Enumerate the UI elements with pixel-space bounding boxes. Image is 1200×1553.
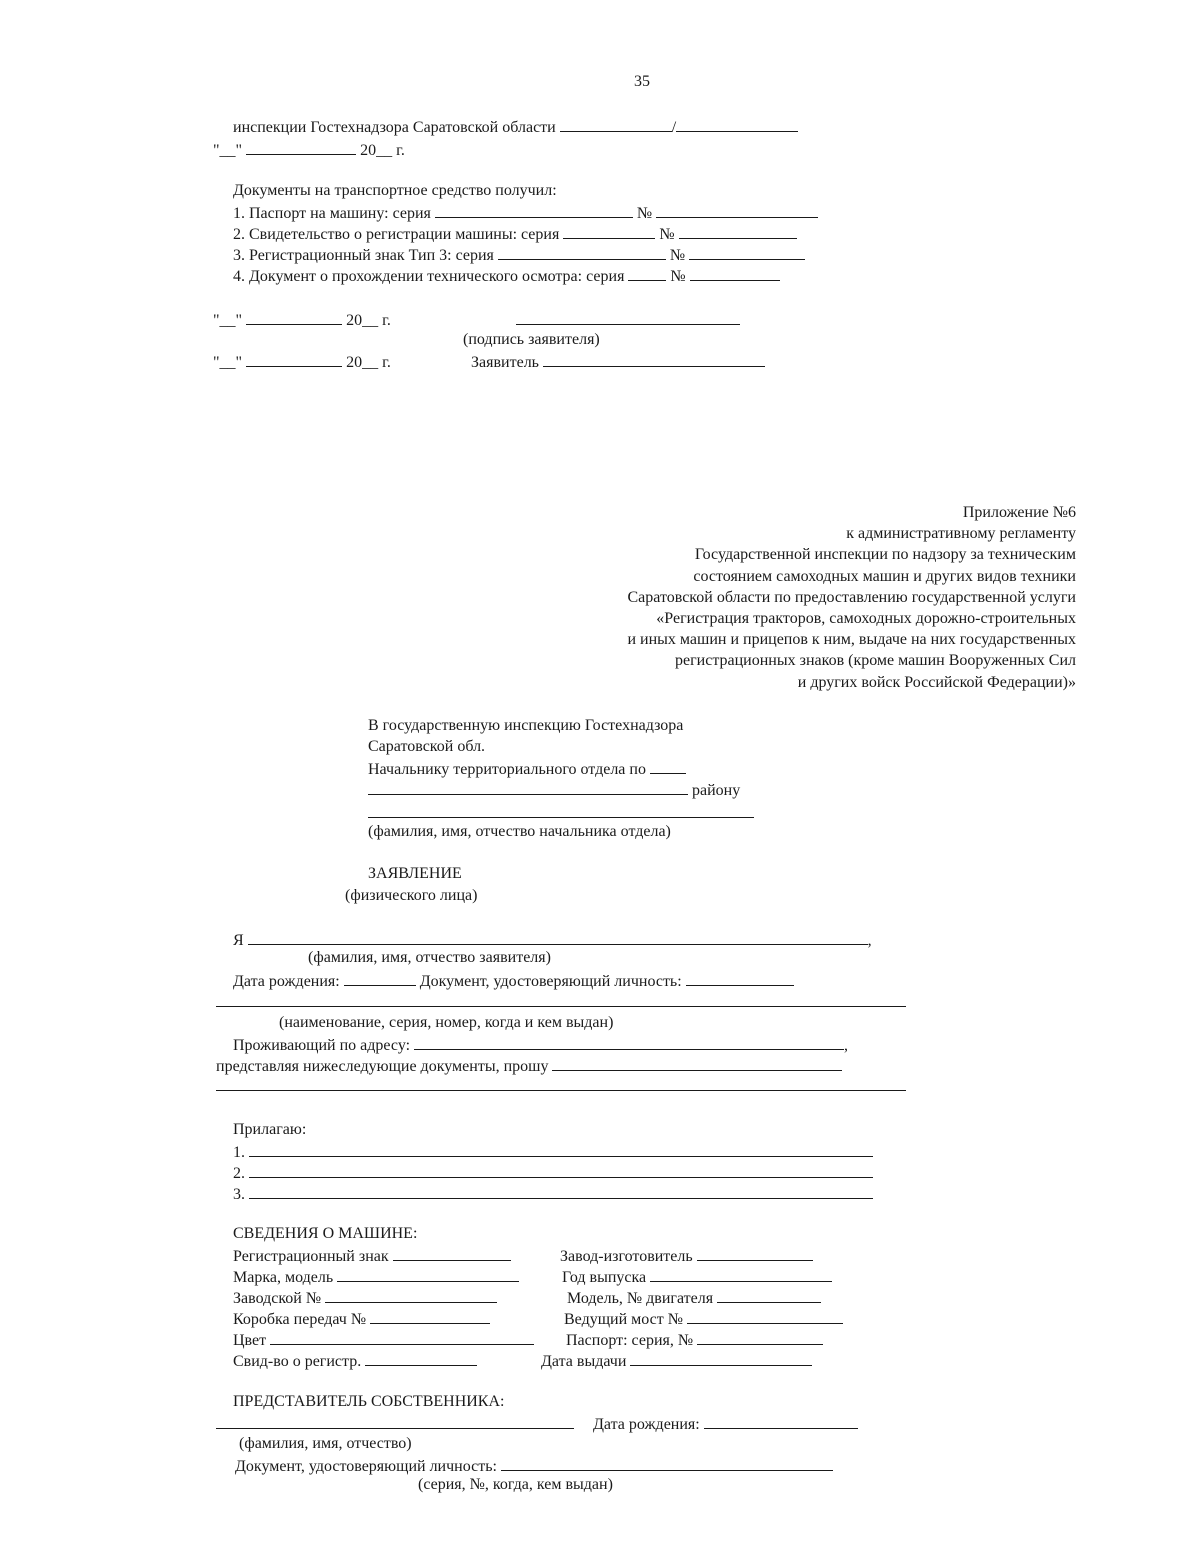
representative-fio-caption: (фамилия, имя, отчество) <box>239 1435 412 1452</box>
machine-field-right <box>560 1245 813 1267</box>
machine-field-blank[interactable] <box>325 1287 497 1303</box>
inspection-number-blank[interactable] <box>690 265 780 281</box>
attach-item-number: 1. <box>233 1144 245 1161</box>
machine-field-label: Завод-изготовитель <box>560 1248 693 1265</box>
doc-item-4 <box>233 265 780 287</box>
attach-title: Прилагаю: <box>233 1121 307 1138</box>
attach-item-blank[interactable] <box>249 1183 873 1199</box>
date-year: 20__ г. <box>346 354 391 371</box>
machine-field-blank[interactable] <box>697 1329 823 1345</box>
plate-series-blank[interactable] <box>498 244 666 260</box>
representative-id-label: Документ, удостоверяющий личность: <box>235 1458 497 1475</box>
addressee-line-2: Саратовской обл. <box>368 738 486 755</box>
machine-field-label: Марка, модель <box>233 1269 334 1286</box>
id-doc-label: Документ, удостоверяющий личность: <box>419 973 682 990</box>
number-sign: № <box>669 247 686 264</box>
certificate-series-blank[interactable] <box>563 223 655 239</box>
inspector-signature-blank[interactable] <box>676 116 798 132</box>
addressee-line-3-label: Начальнику территориального отдела по <box>368 761 646 778</box>
doc-item-4-label: 4. Документ о прохождении технического осмотра: серия <box>233 268 625 285</box>
number-sign: № <box>636 205 653 222</box>
date-line-2 <box>213 351 391 373</box>
applicant-label: Заявитель <box>471 354 539 371</box>
i-label: Я <box>233 932 244 949</box>
machine-field-left <box>233 1245 511 1267</box>
appendix-line: Саратовской области по предоставлению государственной услуги <box>627 588 1076 606</box>
doc-item-3 <box>233 244 805 266</box>
id-doc-blank[interactable] <box>686 970 794 986</box>
attach-item-blank[interactable] <box>249 1141 873 1157</box>
number-sign: № <box>659 226 675 243</box>
comma: , <box>844 1037 849 1054</box>
passport-number-blank[interactable] <box>656 202 818 218</box>
applicant-fio-blank[interactable] <box>248 929 868 945</box>
date-day: "__" <box>213 312 243 329</box>
district-line <box>368 779 740 801</box>
doc-item-2-label: 2. Свидетельство о регистрации машины: серия <box>233 226 560 243</box>
appendix-line: Приложение №6 <box>962 504 1076 521</box>
attach-item <box>233 1162 873 1184</box>
chief-name-blank[interactable] <box>368 817 754 818</box>
machine-field-blank[interactable] <box>630 1350 812 1366</box>
representative-id-line <box>235 1455 833 1477</box>
representative-birth-line <box>593 1413 858 1435</box>
machine-field-blank[interactable] <box>365 1350 477 1366</box>
applicant-line <box>471 351 765 373</box>
machine-field-label: Год выпуска <box>562 1269 647 1286</box>
certificate-number-blank[interactable] <box>679 223 797 239</box>
attach-item-blank[interactable] <box>249 1162 873 1178</box>
request-label: представляя нижеследующие документы, прошу <box>216 1058 549 1075</box>
birth-label: Дата рождения: <box>233 973 340 990</box>
address-blank[interactable] <box>414 1034 844 1050</box>
inspector-name-blank[interactable] <box>560 116 672 132</box>
machine-field-blank[interactable] <box>370 1308 490 1324</box>
machine-field-right <box>564 1308 843 1330</box>
machine-field-blank[interactable] <box>270 1329 534 1345</box>
inspection-series-blank[interactable] <box>628 265 666 281</box>
chief-name-caption: (фамилия, имя, отчество начальника отдела) <box>368 823 671 840</box>
date-month-blank[interactable] <box>246 309 342 325</box>
appendix-line: и иных машин и прицепов к ним, выдаче на них государственных <box>627 631 1076 649</box>
signature-caption: (подпись заявителя) <box>463 331 600 348</box>
machine-field-blank[interactable] <box>650 1266 832 1282</box>
machine-field-left <box>233 1308 490 1330</box>
statement-subtitle: (физического лица) <box>345 887 478 904</box>
doc-item-1 <box>233 202 818 224</box>
date-line-1 <box>213 309 391 331</box>
addressee-line-3 <box>368 758 686 780</box>
machine-field-right <box>567 1287 821 1309</box>
plate-number-blank[interactable] <box>689 244 805 260</box>
machine-field-label: Ведущий мост № <box>564 1311 684 1328</box>
birth-id-line <box>233 970 794 992</box>
machine-field-blank[interactable] <box>687 1308 843 1324</box>
appendix-line: и других войск Российской Федерации)» <box>797 673 1076 691</box>
applicant-fio-caption: (фамилия, имя, отчество заявителя) <box>308 949 551 966</box>
request-blank[interactable] <box>552 1055 842 1071</box>
address-line <box>233 1034 848 1056</box>
date-day: "__" <box>213 142 243 159</box>
machine-field-blank[interactable] <box>393 1245 511 1261</box>
machine-field-left <box>233 1350 477 1372</box>
doc-item-2 <box>233 223 797 245</box>
birth-date-blank[interactable] <box>344 970 416 986</box>
representative-id-blank[interactable] <box>501 1455 833 1471</box>
passport-series-blank[interactable] <box>435 202 633 218</box>
machine-field-label: Дата выдачи <box>541 1353 627 1370</box>
signature-blank[interactable] <box>516 324 740 325</box>
page-number: 35 <box>634 73 650 90</box>
documents-header: Документы на транспортное средство получил: <box>233 182 557 199</box>
slash: / <box>671 119 677 136</box>
date-month-blank[interactable] <box>246 351 342 367</box>
machine-title: СВЕДЕНИЯ О МАШИНЕ: <box>233 1225 418 1242</box>
district-label: району <box>692 782 741 799</box>
statement-title: ЗАЯВЛЕНИЕ <box>368 865 462 882</box>
representative-title: ПРЕДСТАВИТЕЛЬ СОБСТВЕННИКА: <box>233 1393 505 1410</box>
representative-birth-blank[interactable] <box>704 1413 858 1429</box>
machine-field-label: Регистрационный знак <box>233 1248 389 1265</box>
machine-field-right <box>541 1350 812 1372</box>
machine-field-blank[interactable] <box>697 1245 813 1261</box>
machine-field-label: Заводской № <box>233 1290 322 1307</box>
attach-item <box>233 1141 873 1163</box>
machine-field-left <box>233 1329 534 1351</box>
appendix-line: к административному регламенту <box>846 525 1076 543</box>
appendix-line: «Регистрация тракторов, самоходных дорожно-строительных <box>656 610 1076 628</box>
applicant-signature-blank[interactable] <box>543 351 765 367</box>
doc-item-1-label: 1. Паспорт на машину: серия <box>233 205 431 222</box>
appendix-header <box>627 502 1076 693</box>
appendix-line: регистрационных знаков (кроме машин Вооруженных Сил <box>675 652 1076 670</box>
appendix-line: состоянием самоходных машин и других видов техники <box>693 567 1076 585</box>
inspection-signature-line <box>233 116 798 138</box>
machine-field-blank[interactable] <box>337 1266 519 1282</box>
appendix-line: Государственной инспекции по надзору за техническим <box>694 546 1076 564</box>
district-blank[interactable] <box>368 779 688 795</box>
machine-field-left <box>233 1287 497 1309</box>
doc-item-3-label: 3. Регистрационный знак Тип 3: серия <box>233 247 494 264</box>
machine-field-label: Свид-во о регистр. <box>233 1353 362 1370</box>
request-blank-2[interactable] <box>216 1090 906 1091</box>
representative-birth-label: Дата рождения: <box>593 1416 700 1433</box>
id-doc-blank-2[interactable] <box>216 1006 906 1007</box>
machine-field-label: Паспорт: серия, № <box>566 1332 694 1349</box>
date-year: 20__ г. <box>360 142 405 159</box>
inspection-label: инспекции Гостехнадзора Саратовской области <box>233 119 556 136</box>
id-doc-caption: (наименование, серия, номер, когда и кем выдан) <box>279 1014 614 1031</box>
machine-field-left <box>233 1266 519 1288</box>
attach-item-number: 3. <box>233 1186 245 1203</box>
number-sign: № <box>670 268 686 285</box>
machine-field-label: Модель, № двигателя <box>567 1290 714 1307</box>
request-line <box>216 1055 842 1077</box>
district-blank-short[interactable] <box>650 758 686 774</box>
date-day: "__" <box>213 354 243 371</box>
machine-field-right <box>562 1266 832 1288</box>
addressee-line-1: В государственную инспекцию Гостехнадзора <box>368 717 684 734</box>
attach-item <box>233 1183 873 1205</box>
representative-fio-blank[interactable] <box>216 1428 574 1429</box>
representative-id-caption: (серия, №, когда, кем выдан) <box>418 1476 613 1493</box>
attach-item-number: 2. <box>233 1165 245 1182</box>
date-month-blank[interactable] <box>246 139 356 155</box>
comma: , <box>867 932 872 949</box>
machine-field-label: Коробка передач № <box>233 1311 367 1328</box>
date-line-top <box>213 139 405 161</box>
machine-field-label: Цвет <box>233 1332 267 1349</box>
address-label: Проживающий по адресу: <box>233 1037 411 1054</box>
date-year: 20__ г. <box>346 312 391 329</box>
machine-field-right <box>566 1329 823 1351</box>
machine-field-blank[interactable] <box>717 1287 821 1303</box>
